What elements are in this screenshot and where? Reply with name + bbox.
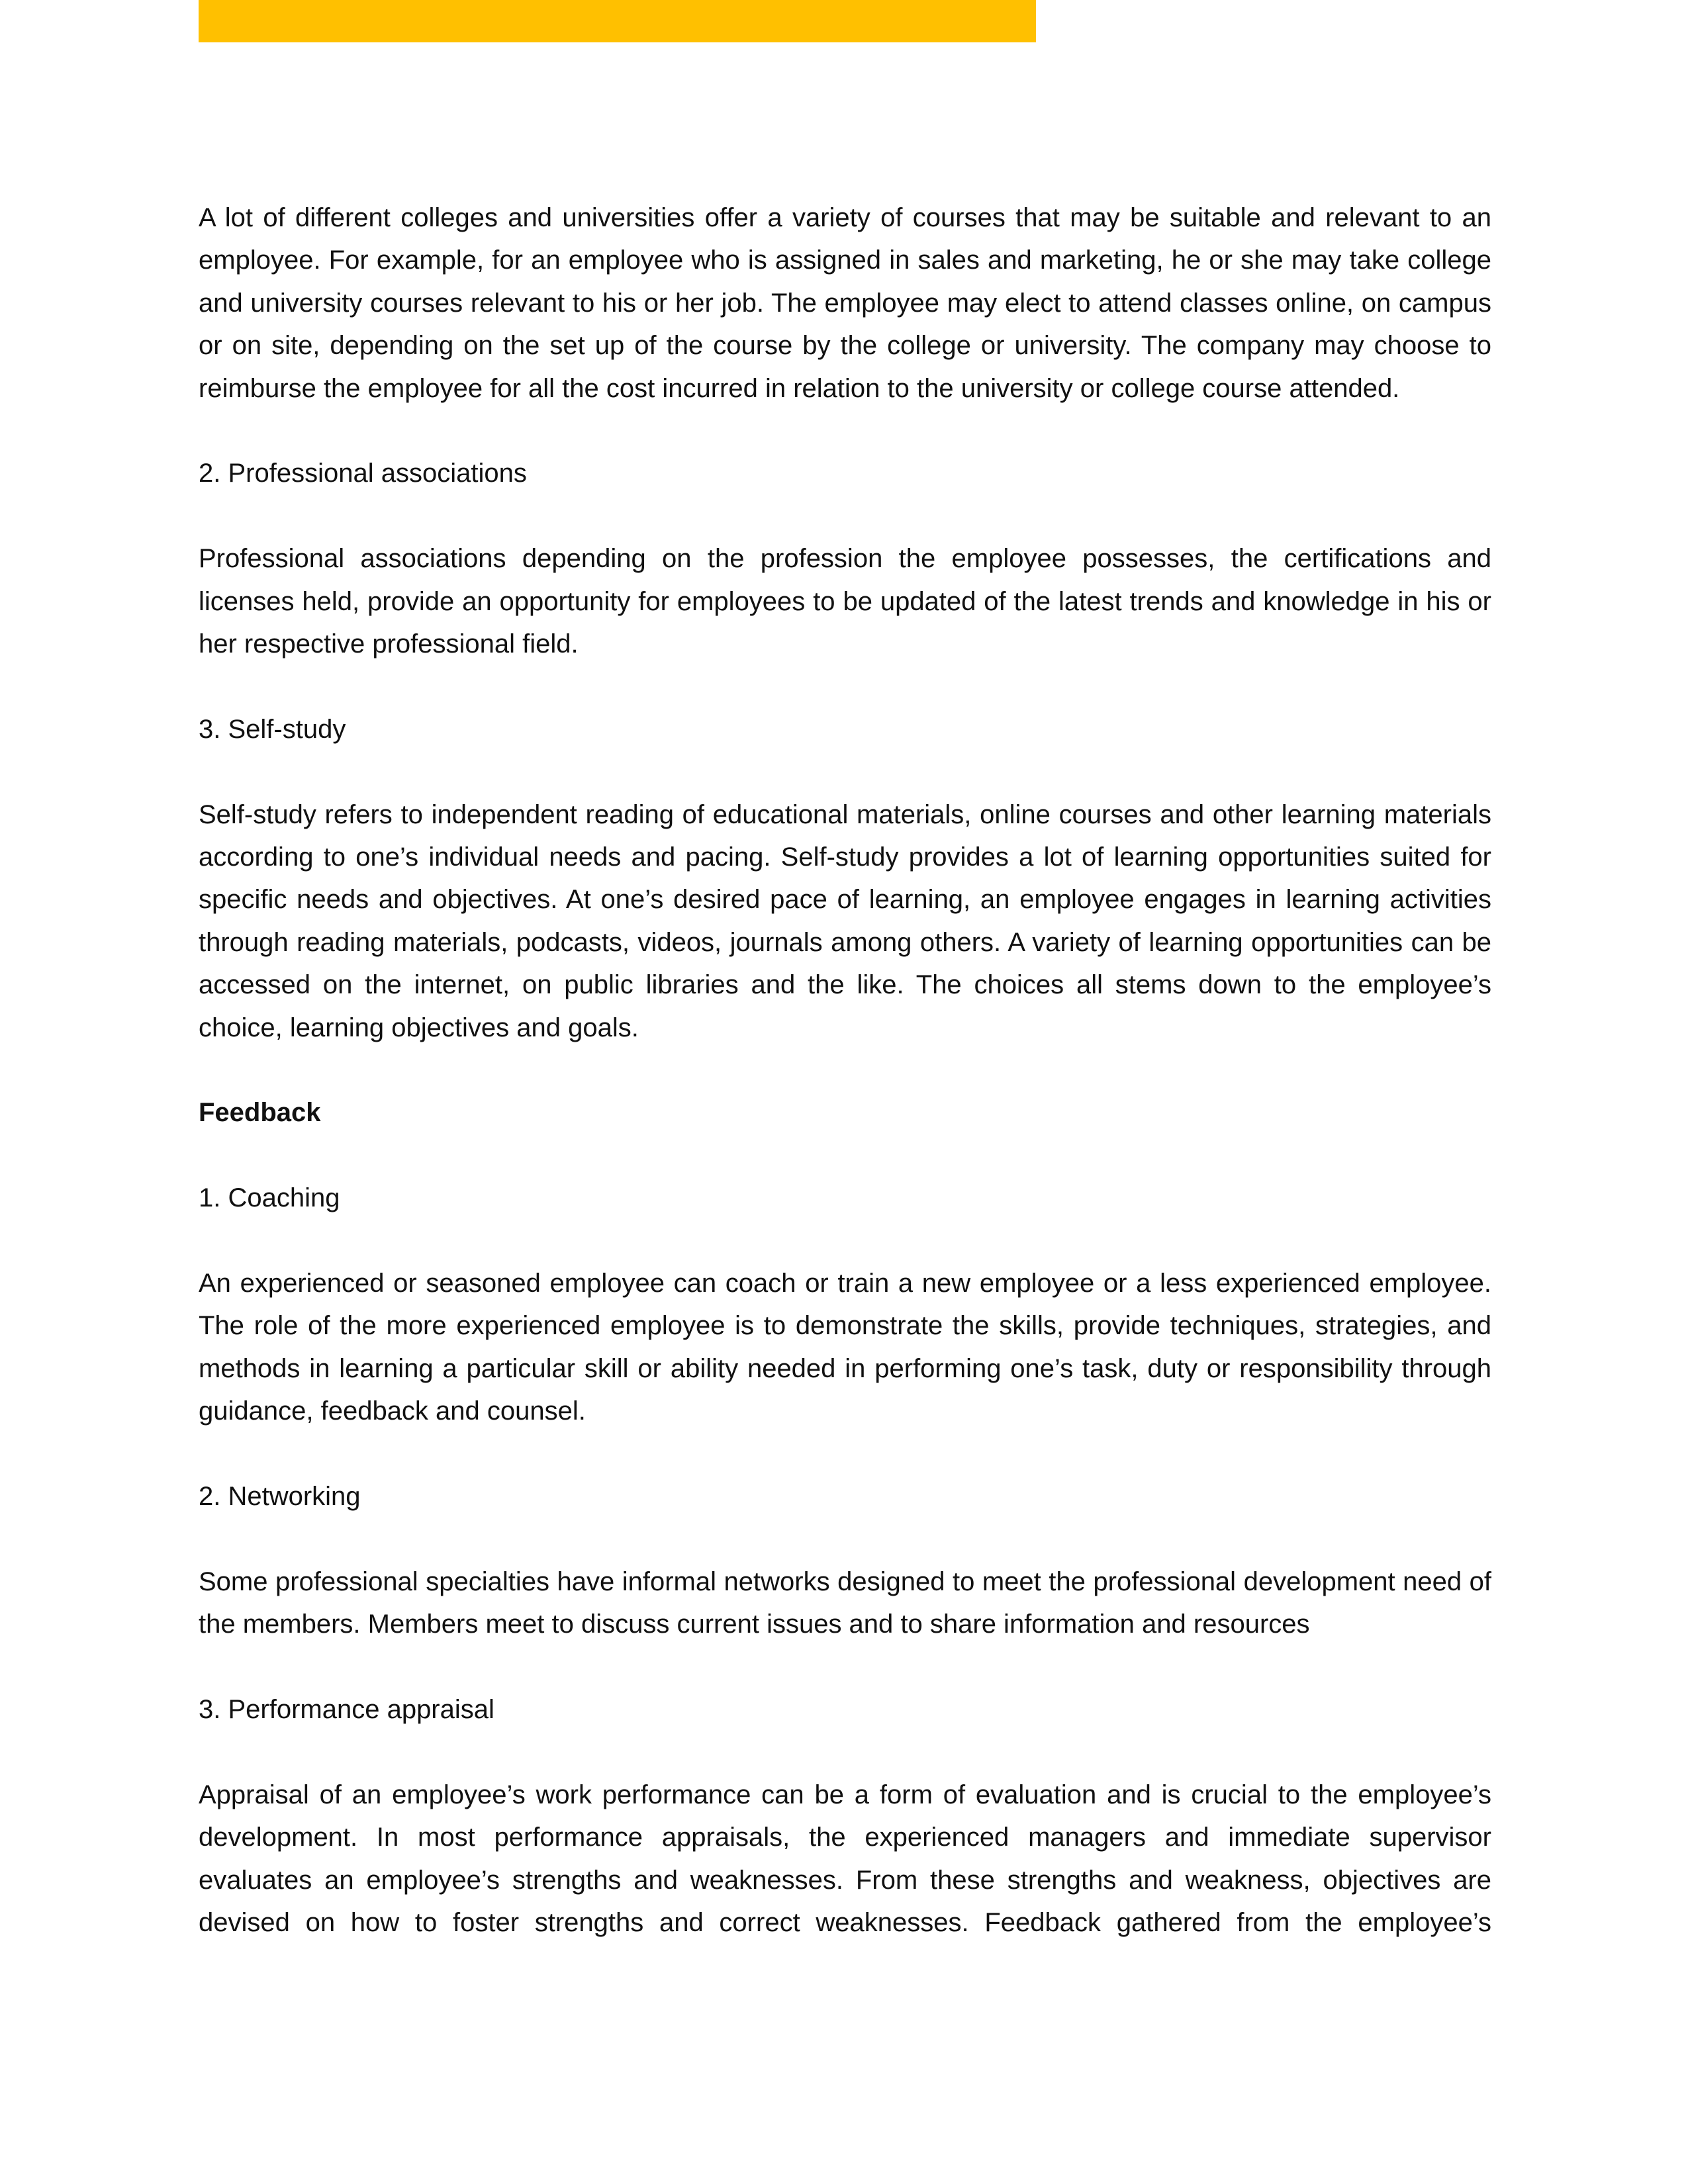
performance-appraisal-paragraph: Appraisal of an employee’s work performance can be a form of evaluation and is crucial to the employee’s development. In most performance appraisals, the experienced managers and immediate supervisor evaluates an employee’s strengths and weaknesses. From these strengths and weakness, objectives are devised on how to foster strengths and correct weaknesses. Feedback gathered from the employee’s	[199, 1780, 1491, 1938]
coaching-paragraph: An experienced or seasoned employee can coach or train a new employee or a less experienced employee. The role of the more experienced employee is to demonstrate the skills, provide techniques, strategies, and methods in learning a particular skill or ability needed in performing one’s task, duty or responsibility through guidance, feedback and counsel.	[199, 1269, 1491, 1426]
professional-associations-paragraph: Professional associations depending on the profession the employee possesses, the certifications and licenses held, provide an opportunity for employees to be updated of the latest trends and knowledge in his or her respective professional field.	[199, 544, 1491, 659]
networking-paragraph: Some professional specialties have informal networks designed to meet the professional development need of the members. Members meet to discuss current issues and to share information and resources	[199, 1567, 1491, 1639]
self-study-heading: 3. Self-study	[199, 714, 346, 744]
self-study-paragraph: Self-study refers to independent reading of educational materials, online courses and other learning materials according to one’s individual needs and pacing. Self-study provides a lot of learning opportunities suited for specific needs and objectives. At one’s desired pace of learning, an employee engages in learning activities through reading materials, podcasts, videos, journals among others. A variety of learning opportunities can be accessed on the internet, on public libraries and the like. The choices all stems down to the employee’s choice, learning objectives and goals.	[199, 799, 1491, 1042]
feedback-section-title: Feedback	[199, 1098, 321, 1128]
networking-heading: 2. Networking	[199, 1482, 361, 1512]
performance-appraisal-heading: 3. Performance appraisal	[199, 1695, 494, 1725]
header-accent-bar	[199, 0, 1036, 42]
document-body	[199, 197, 1491, 1987]
coaching-heading: 1. Coaching	[199, 1183, 340, 1213]
intro-paragraph: A lot of different colleges and universities offer a variety of courses that may be suitable and relevant to an employee. For example, for an employee who is assigned in sales and marketing, he or she may take college and university courses relevant to his or her job. The employee may elect to attend classes online, on campus or on site, depending on the set up of the course by the college or university. The company may choose to reimburse the employee for all the cost incurred in relation to the university or college course attended.	[199, 203, 1491, 403]
professional-associations-heading: 2. Professional associations	[199, 459, 527, 488]
